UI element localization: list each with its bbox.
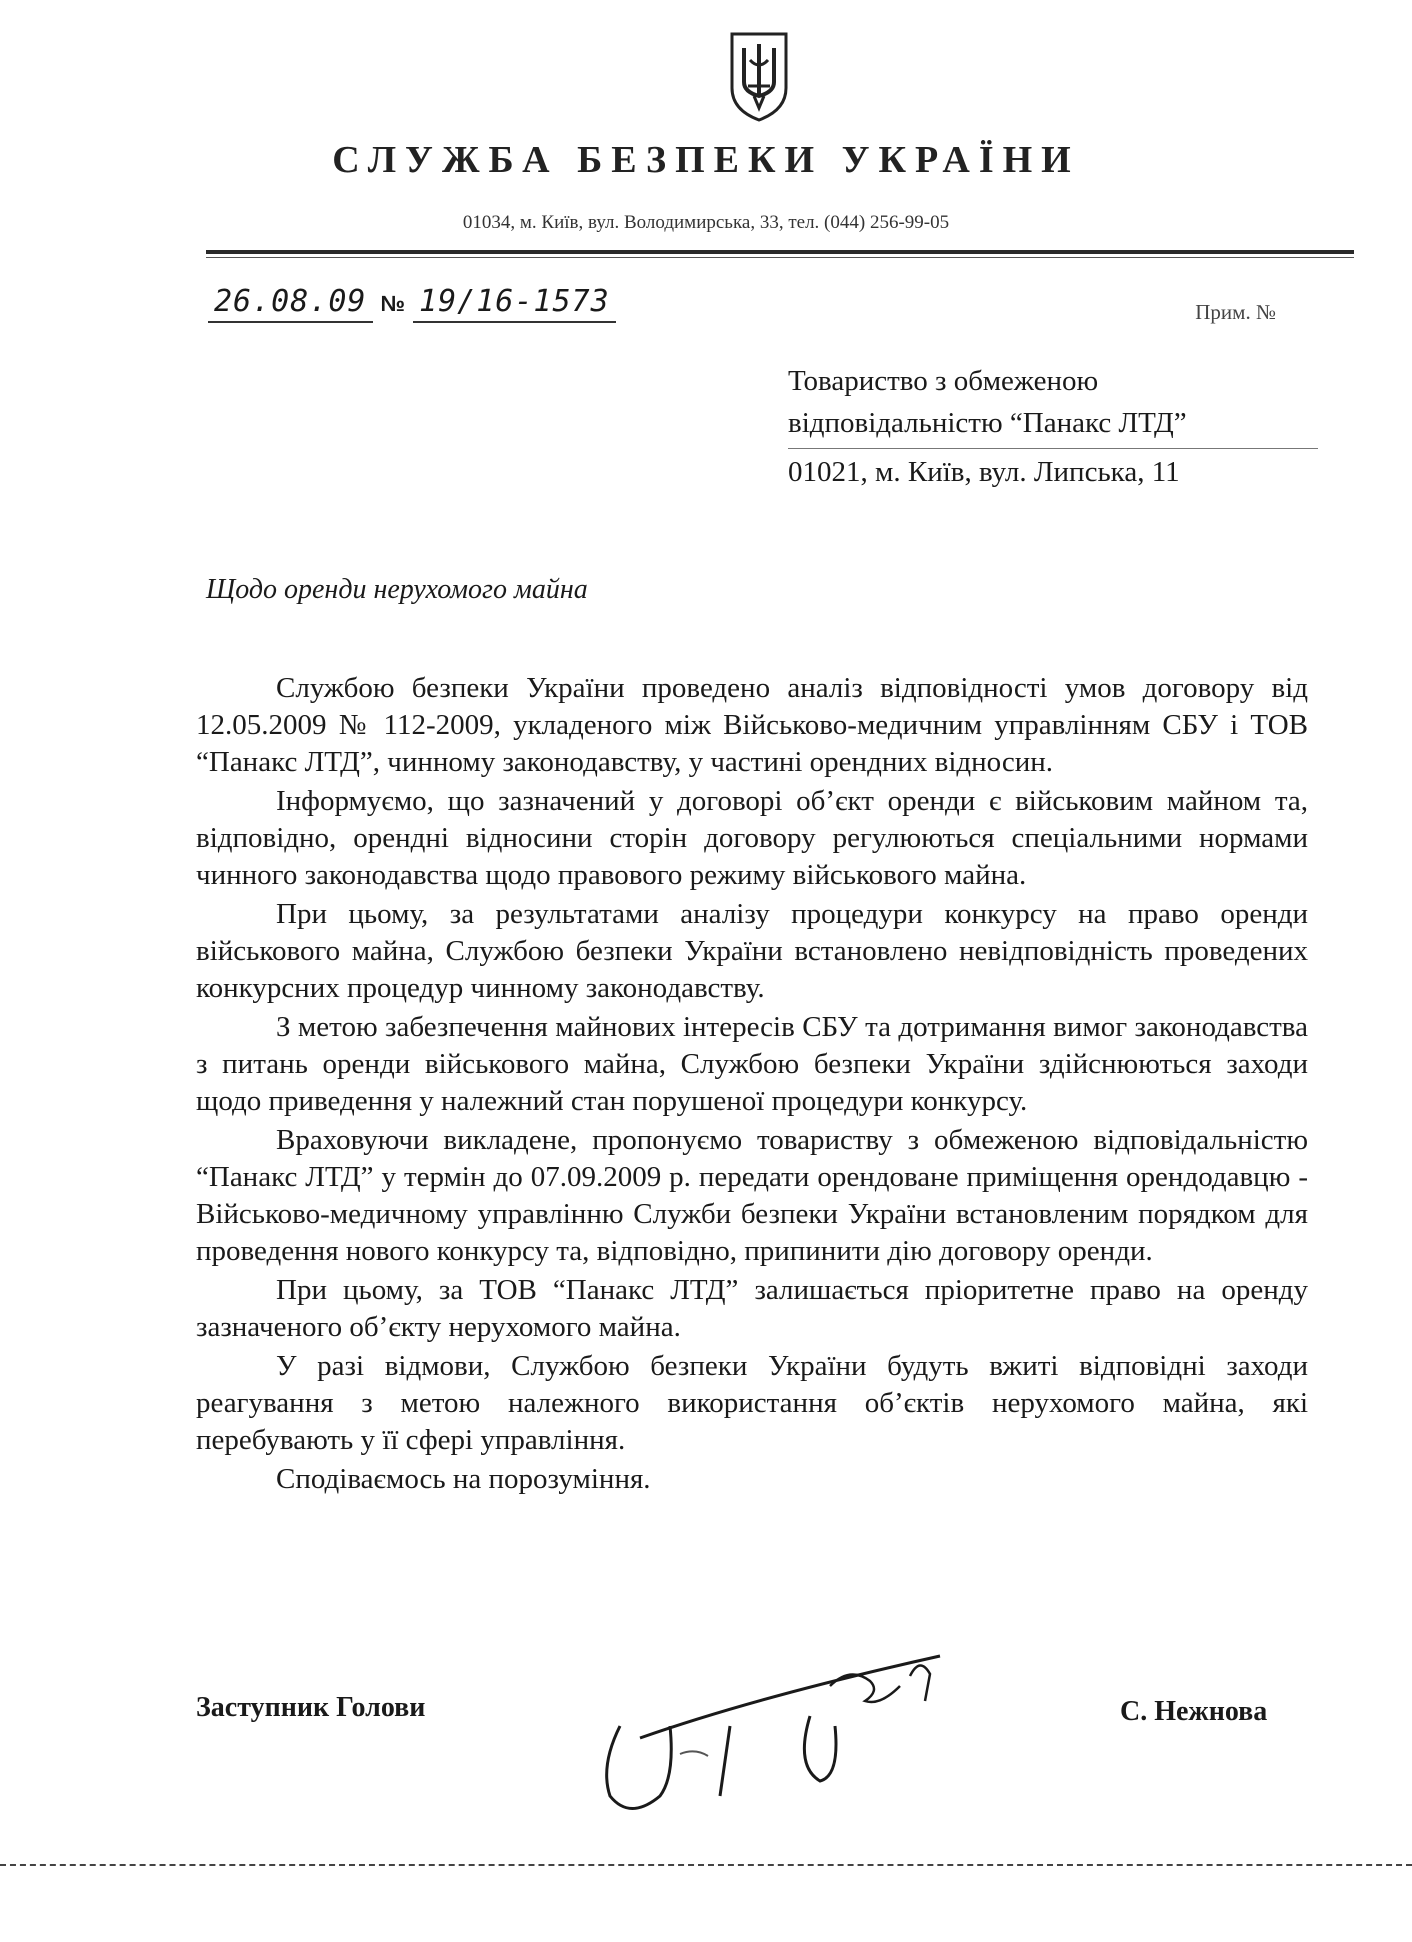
reference-number: 19/16-1573 bbox=[413, 284, 616, 323]
paragraph-2: Інформуємо, що зазначений у договорі об’єкт оренди є військовим майном та, відповідно, орендні відносини сторін договору регулюються спеціальними нормами чинного законодавства щодо правового режиму військового майна. bbox=[196, 785, 1308, 891]
organization-name: СЛУЖБА БЕЗПЕКИ УКРАЇНИ bbox=[332, 139, 1080, 181]
letter-body bbox=[196, 670, 1308, 1500]
recipient-address: 01021, м. Київ, вул. Липська, 11 bbox=[788, 448, 1318, 493]
trident-icon bbox=[726, 30, 792, 122]
handwritten-signature bbox=[580, 1646, 980, 1826]
paragraph-3: При цьому, за результатами аналізу процедури конкурсу на право оренди військового майна, Службою безпеки України встановлено невідповідність проведених конкурсних процедур чинному законодавству. bbox=[196, 898, 1308, 1004]
reference-line bbox=[208, 284, 616, 323]
closing-line: Сподіваємось на порозуміння. bbox=[276, 1463, 651, 1495]
paragraph-4: З метою забезпечення майнових інтересів СБУ та дотримання вимог законодавства з питань оренди військового майна, Службою безпеки України здійснюються заходи щодо приведення у належний стан порушеної процедури конкурсу. bbox=[196, 1011, 1308, 1117]
recipient-block bbox=[788, 360, 1318, 493]
recipient-line-2: відповідальністю “Панакс ЛТД” bbox=[788, 407, 1187, 439]
page-cut-line bbox=[0, 1864, 1412, 1866]
signatory-title: Заступник Голови bbox=[196, 1692, 426, 1723]
number-sign: № bbox=[380, 291, 406, 316]
paragraph-5: Враховуючи викладене, пропонуємо товариству з обмеженою відповідальністю “Панакс ЛТД” у термін до 07.09.2009 р. передати орендоване приміщення орендодавцю - Військово-медичному управлінню Служби безпеки України встановленим порядком для проведення нового конкурсу та, відповідно, припинити дію договору оренди. bbox=[196, 1124, 1308, 1267]
signatory-name: С. Нежнова bbox=[1120, 1696, 1268, 1727]
incoming-number-label: Прим. № bbox=[1195, 300, 1276, 324]
paragraph-6: При цьому, за ТОВ “Панакс ЛТД” залишається пріоритетне право на оренду зазначеного об’єкту нерухомого майна. bbox=[196, 1274, 1308, 1343]
header-divider-thin bbox=[206, 257, 1354, 258]
letter-subject: Щодо оренди нерухомого майна bbox=[206, 574, 588, 605]
paragraph-1: Службою безпеки України проведено аналіз відповідності умов договору від 12.05.2009 № 112-2009, укладеного між Військово-медичним управлінням СБУ і ТОВ “Панакс ЛТД”, чинному законодавству, у частині орендних відносин. bbox=[196, 672, 1308, 778]
recipient-line-1: Товариство з обмеженою bbox=[788, 365, 1099, 397]
organization-address: 01034, м. Київ, вул. Володимирська, 33, тел. (044) 256-99-05 bbox=[462, 212, 950, 233]
reference-date: 26.08.09 bbox=[208, 284, 373, 323]
paragraph-7: У разі відмови, Службою безпеки України будуть вжиті відповідні заходи реагування з метою належного використання об’єктів нерухомого майна, які перебувають у її сфері управління. bbox=[196, 1350, 1308, 1456]
header-divider bbox=[206, 250, 1354, 254]
